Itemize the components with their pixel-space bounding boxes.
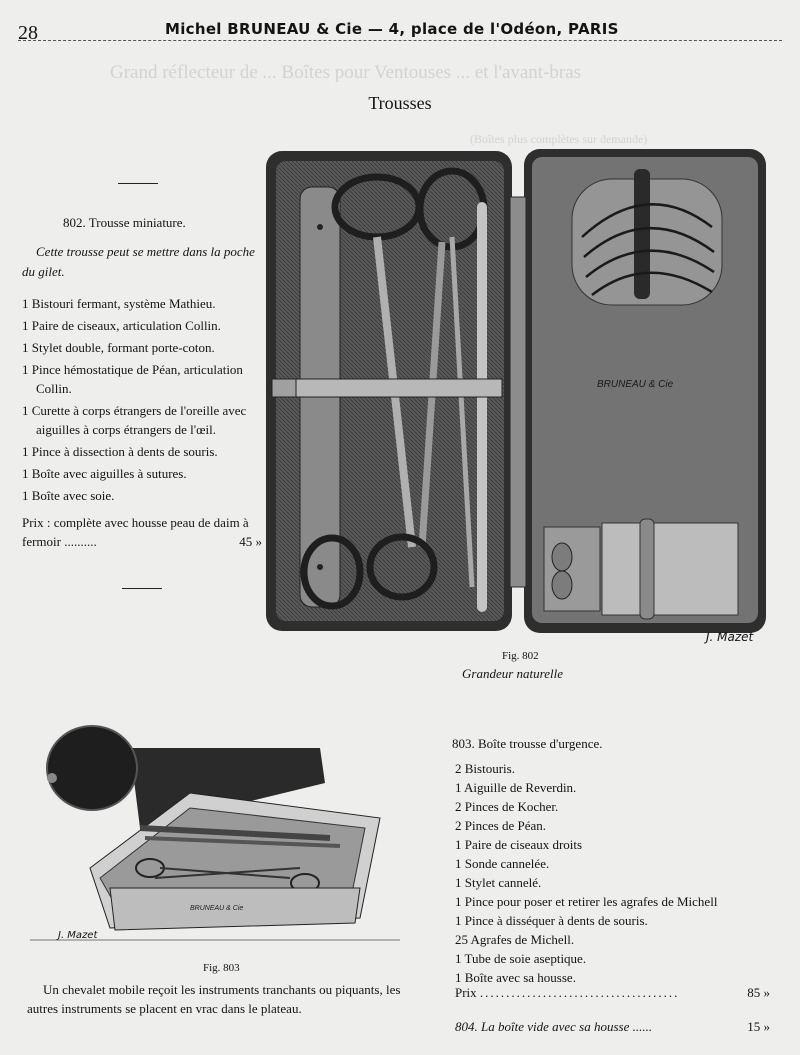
item-802-contents (22, 294, 264, 508)
fig-803-illustration (30, 718, 400, 948)
list-item: 1 Boîte avec soie. (22, 488, 115, 503)
running-head: Michel BRUNEAU & Cie — 4, place de l'Odéon, PARIS (165, 20, 619, 38)
item-803-price (455, 983, 770, 1002)
list-item: 1 Pince à disséquer à dents de souris. (455, 913, 648, 928)
fig-803-box-label: BRUNEAU & Cie (190, 905, 244, 912)
header-rule (18, 40, 782, 41)
list-item: 1 Curette à corps étrangers de l'oreille avec aiguilles à corps étrangers de l'œil. (22, 403, 247, 437)
separator-rule-top (118, 183, 158, 184)
fig-803-description: Un chevalet mobile reçoit les instruments tranchants ou piquants, les autres instruments se placent en vrac dans le plateau. (27, 982, 401, 1016)
page-number: 28 (18, 22, 38, 44)
item-802-title: 802. Trousse miniature. (63, 215, 186, 230)
list-item: 1 Pince pour poser et retirer les agrafes de Michell (455, 894, 718, 909)
fig-802-case-label: BRUNEAU & Cie (597, 379, 674, 390)
list-item: 2 Bistouris. (455, 761, 515, 776)
list-item: 1 Boîte avec sa housse. (455, 970, 576, 985)
fig-803-signature: J. Mazet (58, 930, 98, 941)
section-title: Trousses (368, 93, 432, 113)
fig-803-caption: Fig. 803 (203, 962, 240, 974)
bleed-through-line-2: (Boîtes plus complètes sur demande) (470, 132, 648, 146)
bleed-through-line-1: Grand réflecteur de ... Boîtes pour Ventouses ... et l'avant-bras (110, 62, 582, 83)
list-item: 1 Stylet cannelé. (455, 875, 542, 890)
item-802-note: Cette trousse peut se mettre dans la poche du gilet. (22, 244, 255, 279)
list-item: 1 Bistouri fermant, système Mathieu. (22, 296, 216, 311)
list-item: 1 Paire de ciseaux droits (455, 837, 583, 852)
item-802-price-text: Prix : complète avec housse peau de daim à fermoir .......... (22, 515, 249, 549)
list-item: 1 Sonde cannelée. (455, 856, 550, 871)
list-item: 1 Pince hémostatique de Péan, articulation Collin. (22, 362, 243, 396)
fig-802-illustration (262, 147, 770, 637)
item-804 (455, 1017, 770, 1036)
item-803-price-value: 85 » (747, 985, 770, 1000)
item-804-text: 804. La boîte vide avec sa housse ...... (455, 1019, 653, 1034)
list-item: 1 Paire de ciseaux, articulation Collin. (22, 318, 221, 333)
item-802-price (22, 513, 262, 551)
item-804-price-value: 15 » (747, 1019, 770, 1034)
list-item: 1 Aiguille de Reverdin. (455, 780, 577, 795)
separator-rule-bottom (122, 588, 162, 589)
item-803-contents (455, 759, 785, 987)
list-item: 1 Tube de soie aseptique. (455, 951, 587, 966)
item-803-price-leader: ...................................... (479, 985, 680, 1000)
list-item: 1 Boîte avec aiguilles à sutures. (22, 466, 187, 481)
list-item: 25 Agrafes de Michell. (455, 932, 575, 947)
fig-802-subcaption: Grandeur naturelle (462, 666, 563, 681)
list-item: 1 Pince à dissection à dents de souris. (22, 444, 218, 459)
fig-802-signature: J. Mazet (706, 630, 754, 644)
item-803-title: 803. Boîte trousse d'urgence. (452, 736, 603, 751)
item-802-price-value: 45 » (239, 534, 262, 549)
list-item: 2 Pinces de Péan. (455, 818, 546, 833)
item-803-price-label: Prix (455, 985, 477, 1000)
list-item: 1 Stylet double, formant porte-coton. (22, 340, 215, 355)
fig-802-caption: Fig. 802 (502, 650, 539, 662)
list-item: 2 Pinces de Kocher. (455, 799, 559, 814)
